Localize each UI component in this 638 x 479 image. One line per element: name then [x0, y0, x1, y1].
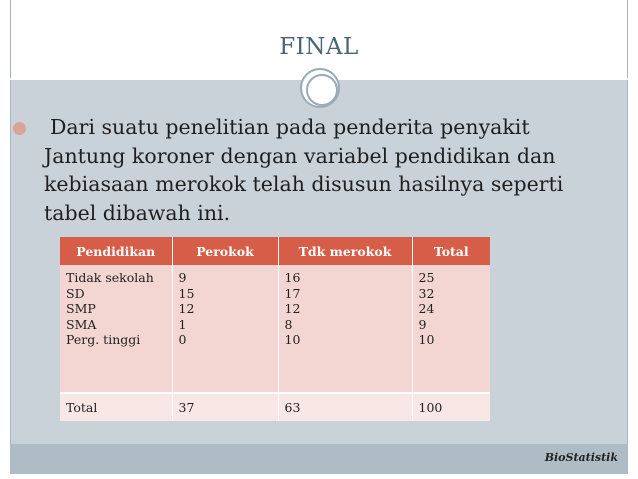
cell-value: SMP — [66, 301, 96, 317]
footer-band — [10, 444, 628, 474]
cell-value: Perg. tinggi — [66, 332, 141, 348]
cell-value: 15 — [178, 285, 195, 301]
total-total: 100 — [412, 393, 490, 421]
cell-value: 9 — [418, 316, 427, 332]
cell-value: SD — [66, 285, 85, 301]
cell-tdk-merokok — [278, 265, 412, 393]
bullet-paragraph — [44, 113, 604, 227]
cell-value: 10 — [418, 332, 435, 348]
total-tdk-merokok: 63 — [278, 393, 412, 421]
header-tdk-merokok: Tdk merokok — [278, 237, 412, 265]
table-row — [60, 265, 490, 393]
cell-pendidikan — [60, 265, 172, 393]
table-total-row — [60, 393, 490, 421]
cell-total — [412, 265, 490, 393]
header-total: Total — [412, 237, 490, 265]
cell-value: 16 — [284, 270, 301, 285]
data-table — [60, 237, 490, 421]
footer-label: BioStatistik — [544, 451, 618, 464]
cell-value: 12 — [178, 301, 195, 317]
slide-title: FINAL — [279, 34, 359, 60]
table-header-row — [60, 237, 490, 265]
cell-value: 17 — [284, 285, 301, 301]
cell-value: 8 — [284, 316, 293, 332]
cell-value: Tidak sekolah — [66, 270, 154, 285]
cell-value: SMA — [66, 316, 97, 332]
cell-value: 32 — [418, 285, 435, 301]
paragraph-line: Jantung koroner dengan variabel pendidikan dan — [44, 143, 556, 168]
cell-value: 1 — [178, 316, 187, 332]
cell-perokok — [172, 265, 278, 393]
cell-value: 9 — [178, 270, 187, 285]
cell-value: 25 — [418, 270, 435, 285]
cell-value: 12 — [284, 301, 301, 317]
ring-ornament-icon — [300, 68, 340, 108]
total-perokok: 37 — [172, 393, 278, 421]
paragraph-line: tabel dibawah ini. — [44, 200, 231, 225]
cell-value: 24 — [418, 301, 435, 317]
paragraph-line: Dari suatu penelitian pada penderita penyakit — [50, 115, 530, 139]
total-label: Total — [60, 393, 172, 421]
header-perokok: Perokok — [172, 237, 278, 265]
cell-value: 10 — [284, 332, 301, 348]
bullet-icon — [13, 122, 26, 135]
paragraph-line: kebiasaan merokok telah disusun hasilnya seperti — [44, 172, 564, 196]
header-pendidikan: Pendidikan — [60, 237, 172, 265]
cell-value: 0 — [178, 332, 187, 348]
